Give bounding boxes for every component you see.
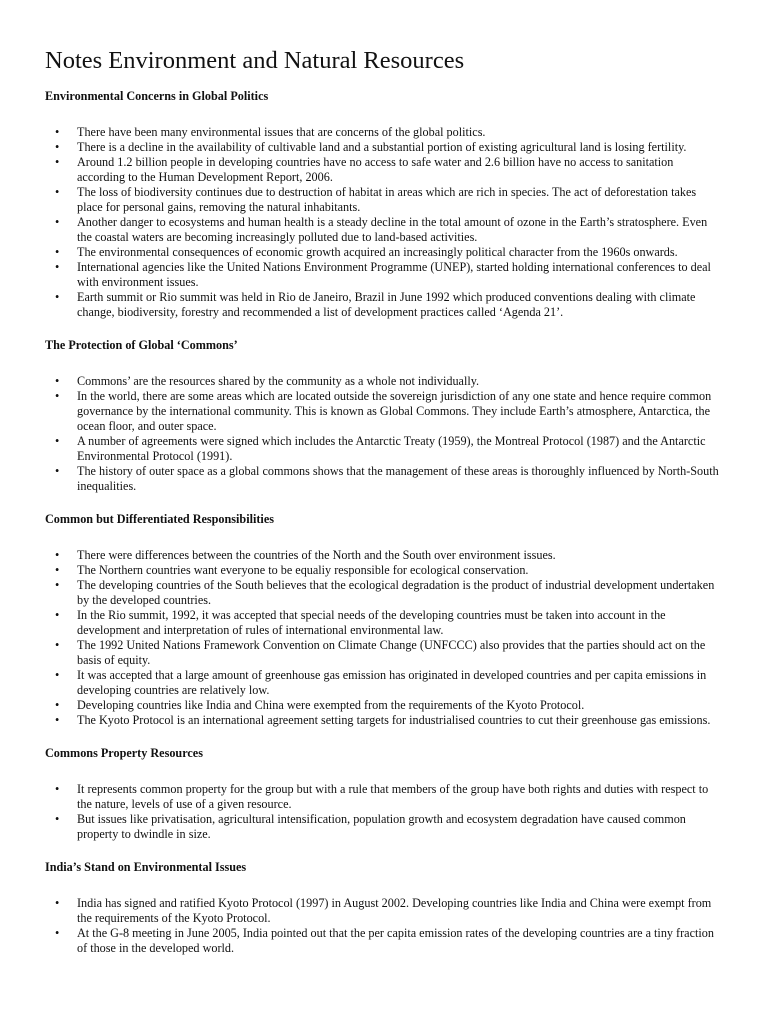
document-section: [45, 89, 720, 320]
bullet-item: • In the world, there are some areas which are located outside the sovereign jurisdiction of any one state and hence require common governance by the international community. This is known as Global Commons. They include Earth’s atmosphere, Antarctica, the ocean floor, and outer space.: [45, 389, 720, 434]
bullet-item: • Around 1.2 billion people in developing countries have no access to safe water and 2.6 billion have no access to sanitation according to the Human Development Report, 2006.: [45, 155, 720, 185]
bullet-item: • A number of agreements were signed which includes the Antarctic Treaty (1959), the Montreal Protocol (1987) and the Antarctic Environmental Protocol (1991).: [45, 434, 720, 464]
section-heading: Commons Property Resources: [45, 746, 203, 760]
bullet-item: • Another danger to ecosystems and human health is a steady decline in the total amount of ozone in the Earth’s stratosphere. Even the coastal waters are becoming increasingly polluted due to land-based activities.: [45, 215, 720, 245]
bullet-list: [45, 782, 720, 842]
section-heading: Common but Differentiated Responsibilities: [45, 512, 274, 526]
section-heading: The Protection of Global ‘Commons’: [45, 338, 238, 352]
document-title: Notes Environment and Natural Resources: [45, 47, 465, 74]
bullet-list: [45, 548, 720, 728]
bullet-list: [45, 125, 720, 320]
bullet-item: • Commons’ are the resources shared by the community as a whole not individually.: [45, 374, 720, 389]
bullet-item: • The Kyoto Protocol is an international agreement setting targets for industrialised countries to cut their greenhouse gas emissions.: [45, 713, 720, 728]
document-body: [45, 89, 720, 956]
section-heading: Environmental Concerns in Global Politics: [45, 89, 269, 103]
document-section: [45, 512, 720, 728]
bullet-item: • India has signed and ratified Kyoto Protocol (1997) in August 2002. Developing countries like India and China were exempt from the requirements of the Kyoto Protocol.: [45, 896, 720, 926]
bullet-item: • The loss of biodiversity continues due to destruction of habitat in areas which are rich in species. The act of deforestation takes place for personal gains, removing the natural inhabitants.: [45, 185, 720, 215]
bullet-item: • In the Rio summit, 1992, it was accepted that special needs of the developing countries must be taken into account in the development and interpretation of rules of international environmental law.: [45, 608, 720, 638]
bullet-item: • The developing countries of the South believes that the ecological degradation is the product of industrial development undertaken by the developed countries.: [45, 578, 720, 608]
section-heading: India’s Stand on Environmental Issues: [45, 860, 247, 874]
document-section: [45, 746, 720, 842]
bullet-item: • Earth summit or Rio summit was held in Rio de Janeiro, Brazil in June 1992 which produced conventions dealing with climate change, biodiversity, forestry and recommended a list of development practices called ‘Agenda 21’.: [45, 290, 720, 320]
bullet-item: • International agencies like the United Nations Environment Programme (UNEP), started holding international conferences to deal with environment issues.: [45, 260, 720, 290]
bullet-item: • It represents common property for the group but with a rule that members of the group have both rights and duties with respect to the nature, levels of use of a given resource.: [45, 782, 720, 812]
bullet-item: • The environmental consequences of economic growth acquired an increasingly political character from the 1960s onwards.: [45, 245, 720, 260]
bullet-item: • The 1992 United Nations Framework Convention on Climate Change (UNFCCC) also provides that the parties should act on the basis of equity.: [45, 638, 720, 668]
bullet-list: [45, 896, 720, 956]
bullet-item: • The history of outer space as a global commons shows that the management of these areas is thoroughly influenced by North-South inequalities.: [45, 464, 720, 494]
bullet-list: [45, 374, 720, 494]
document-section: [45, 860, 720, 956]
bullet-item: • But issues like privatisation, agricultural intensification, population growth and ecosystem degradation have caused common property to dwindle in size.: [45, 812, 720, 842]
document-section: [45, 338, 720, 494]
bullet-item: • There is a decline in the availability of cultivable land and a substantial portion of existing agricultural land is losing fertility.: [45, 140, 720, 155]
bullet-item: • The Northern countries want everyone to be equaliy responsible for ecological conservation.: [45, 563, 720, 578]
bullet-item: • At the G-8 meeting in June 2005, India pointed out that the per capita emission rates of the developing countries are a tiny fraction of those in the developed world.: [45, 926, 720, 956]
bullet-item: • Developing countries like India and China were exempted from the requirements of the Kyoto Protocol.: [45, 698, 720, 713]
bullet-item: • It was accepted that a large amount of greenhouse gas emission has originated in developed countries and per capita emissions in developing countries are relatively low.: [45, 668, 720, 698]
bullet-item: • There were differences between the countries of the North and the South over environment issues.: [45, 548, 720, 563]
bullet-item: • There have been many environmental issues that are concerns of the global politics.: [45, 125, 720, 140]
